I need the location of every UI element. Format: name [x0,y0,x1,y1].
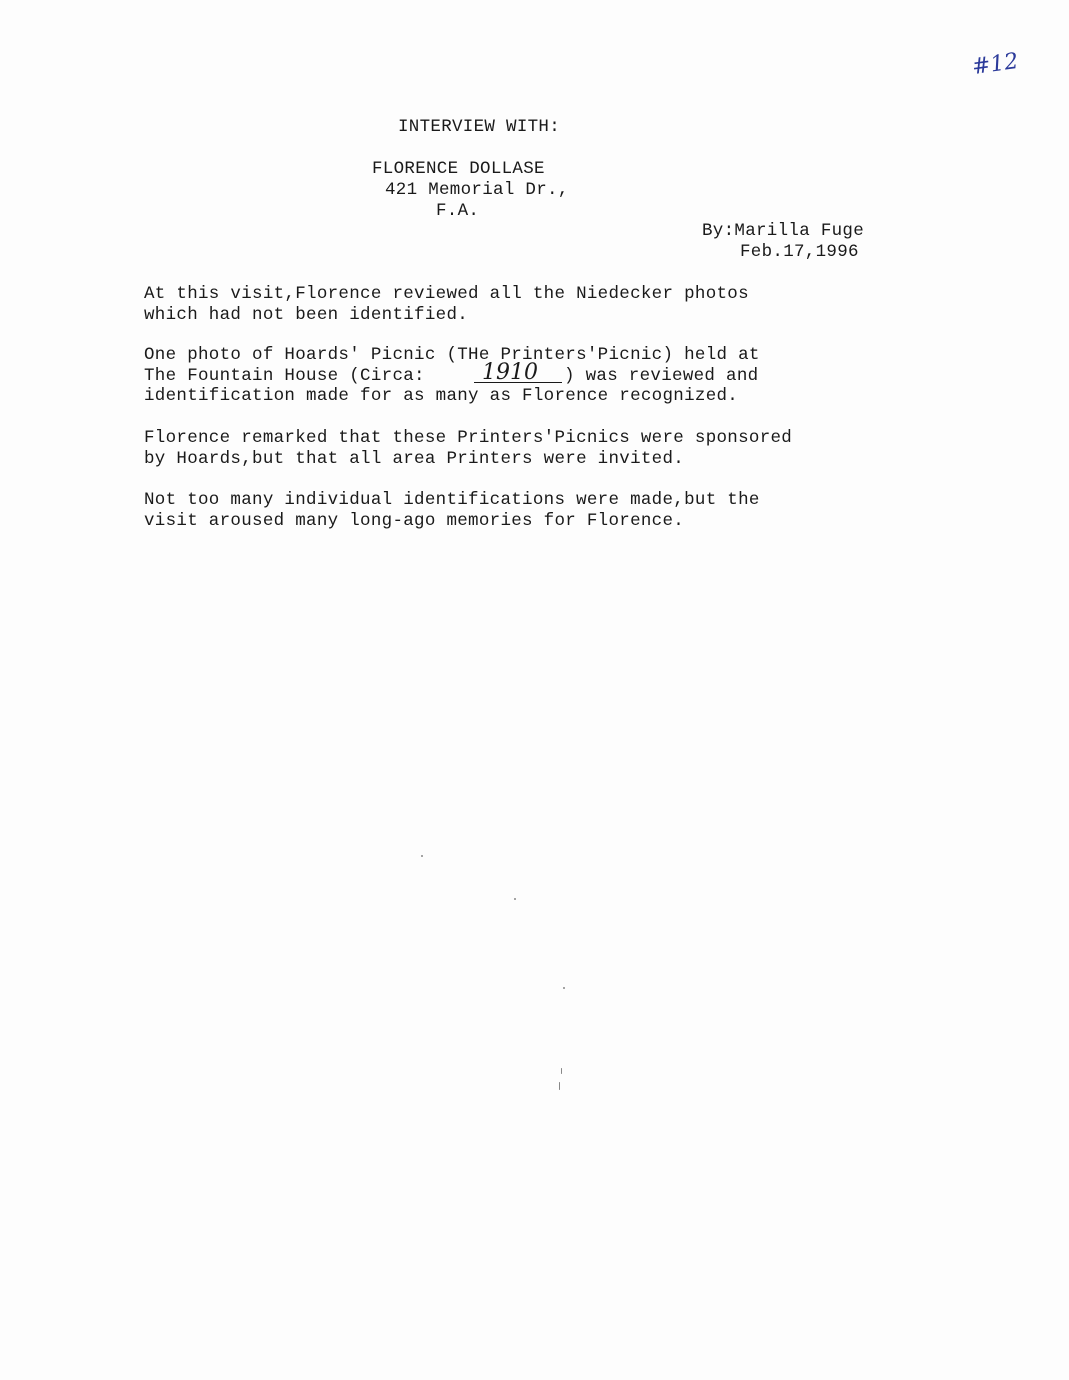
paper-speck [514,898,516,900]
paper-speck [561,1068,562,1074]
paragraph-3-line-2: by Hoards,but that all area Printers were invited. [144,449,685,469]
interview-date: Feb.17,1996 [740,242,859,262]
paper-speck [563,987,565,989]
paragraph-2-line-2-end: ) was reviewed and [564,366,759,386]
paragraph-2-line-3: identification made for as many as Florence recognized. [144,386,739,406]
interviewee-address-street: 421 Memorial Dr., [385,180,569,200]
paper-speck [559,1082,560,1090]
interviewee-address-city: F.A. [436,201,480,221]
paragraph-2-line-1: One photo of Hoards' Picnic (THe Printers'Picnic) held at [144,345,760,365]
paragraph-3-line-1: Florence remarked that these Printers'Picnics were sponsored [144,428,793,448]
interviewee-name: FLORENCE DOLLASE [372,159,545,179]
interview-heading: INTERVIEW WITH: [398,117,561,137]
handwritten-circa-year: 1910 [482,360,538,385]
paragraph-2-line-2-start: The Fountain House (Circa: [144,366,425,386]
paragraph-1-line-2: which had not been identified. [144,305,469,325]
paragraph-4-line-2: visit aroused many long-ago memories for Florence. [144,511,685,531]
circa-blank-underline [474,382,562,383]
paragraph-4-line-1: Not too many individual identifications were made,but the [144,490,760,510]
handwritten-page-number: #12 [970,48,1020,81]
paper-speck [421,855,423,857]
paragraph-1-line-1: At this visit,Florence reviewed all the Niedecker photos [144,284,749,304]
author-byline: By:Marilla Fuge [702,221,865,241]
